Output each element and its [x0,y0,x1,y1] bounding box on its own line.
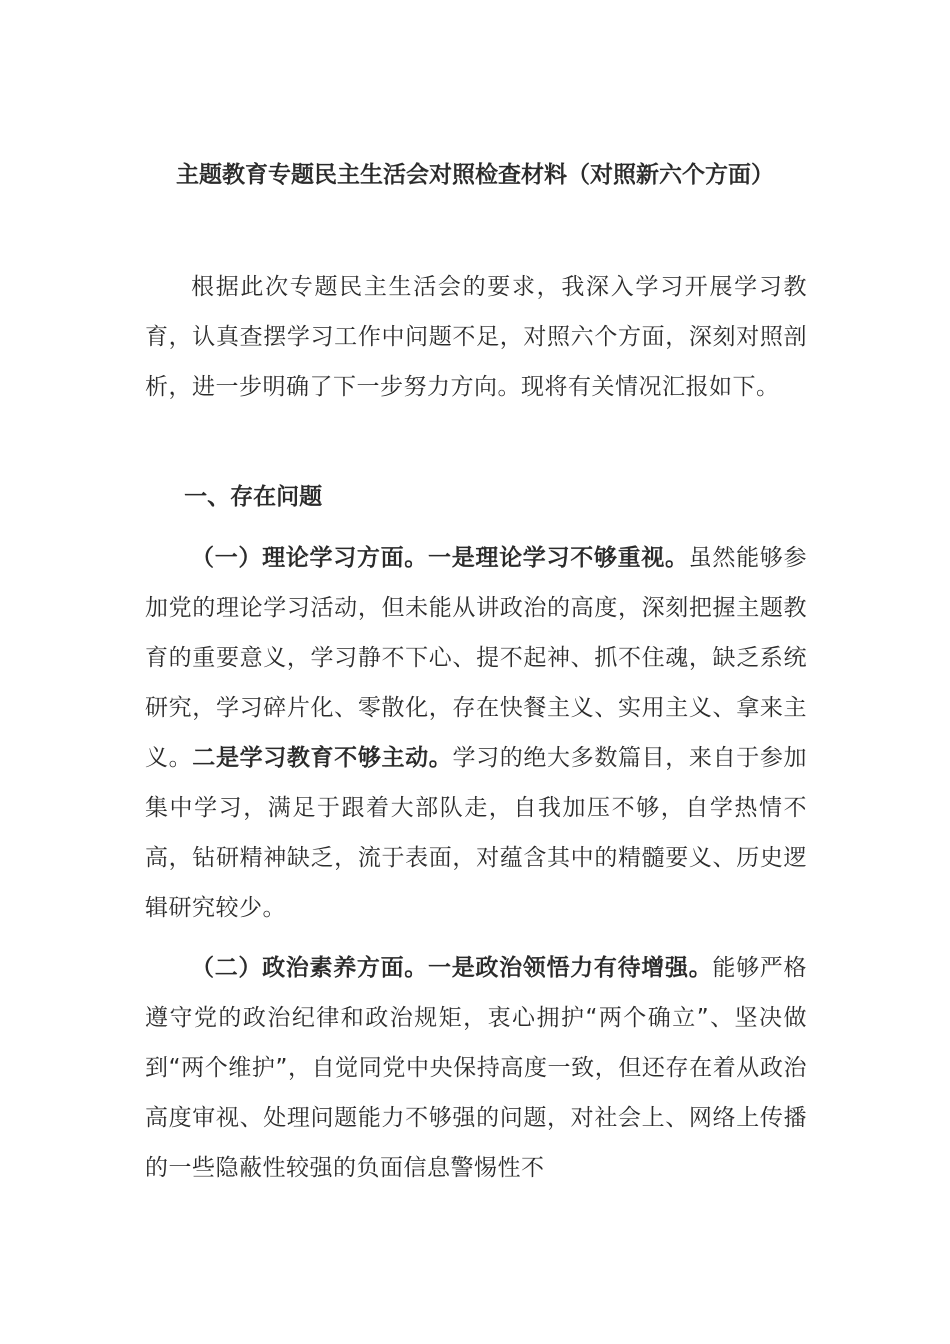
section-heading: 一、存在问题 [184,484,323,510]
theory-study-paragraph [145,533,807,933]
point-title: 一是理论学习不够重视。 [428,545,689,571]
point-title: 一是政治领悟力有待增强。 [428,955,713,981]
point-text: 能够严格遵守党的政治纪律和政治规矩，衷心拥护“两个确立”、坚决做到“两个维护”，自觉同党中央保持高度一致，但还存在着从政治高度审视、处理问题能力不够强的问题，对社会上、网络上传播的一些隐蔽性较强的负面信息警惕性不 [145,955,808,1181]
intro-paragraph: 根据此次专题民主生活会的要求，我深入学习开展学习教育，认真查摆学习工作中问题不足，对照六个方面，深刻对照剖析，进一步明确了下一步努力方向。现将有关情况汇报如下。 [145,274,807,400]
political-quality-paragraph [145,943,807,1193]
document-title: 主题教育专题民主生活会对照检查材料（对照新六个方面） [176,162,774,188]
point-text: 虽然能够参加党的理论学习活动，但未能从讲政治的高度，深刻把握主题教育的重要意义，学习静不下心、提不起神、抓不住魂，缺乏系统研究，学习碎片化、零散化，存在快餐主义、实用主义、拿来主义。 [145,545,808,771]
point-text: 学习的绝大多数篇目，来自于参加集中学习，满足于跟着大部队走，自我加压不够，自学热情不高，钻研精神缺乏，流于表面，对蕴含其中的精髓要义、历史逻辑研究较少。 [145,745,808,921]
item-label: （二）政治素养方面。 [191,955,428,981]
item-label: （一）理论学习方面。 [191,545,428,571]
point-title: 二是学习教育不够主动。 [192,745,453,771]
